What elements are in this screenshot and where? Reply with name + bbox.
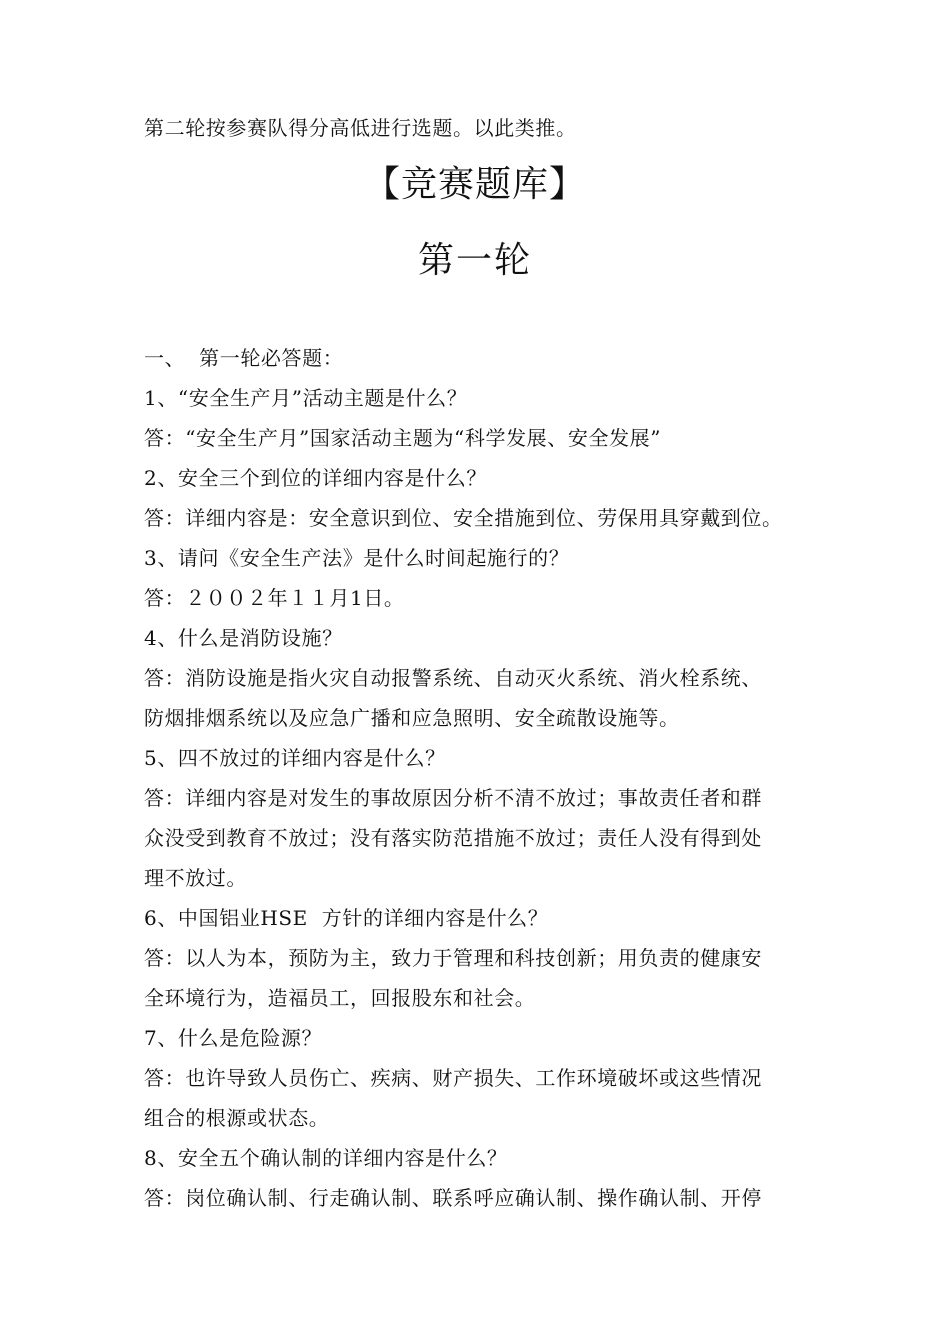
answer-6-line-2: 全环境行为，造福员工，回报股东和社会。 [144, 986, 536, 1010]
answer-6-line-1: 答：以人为本，预防为主，致力于管理和科技创新；用负责的健康安 [144, 946, 762, 970]
round-heading: 第一轮 [417, 240, 532, 281]
intro-text: 第二轮按参赛队得分高低进行选题。以此类推。 [144, 116, 577, 140]
document-title: 【竞赛题库】 [363, 164, 586, 205]
question-6: 6、中国铝业HSE 方针的详细内容是什么？ [144, 906, 549, 930]
answer-2: 答：详细内容是：安全意识到位、安全措施到位、劳保用具穿戴到位。 [144, 506, 783, 530]
answer-5-line-1: 答：详细内容是对发生的事故原因分析不清不放过；事故责任者和群 [144, 786, 762, 810]
question-5: 5、四不放过的详细内容是什么？ [144, 746, 446, 770]
question-3: 3、请问《安全生产法》是什么时间起施行的？ [144, 546, 570, 570]
answer-8-line-1: 答：岗位确认制、行走确认制、联系呼应确认制、操作确认制、开停 [144, 1186, 762, 1210]
answer-5-line-3: 理不放过。 [144, 866, 247, 890]
question-8: 8、安全五个确认制的详细内容是什么？ [144, 1146, 508, 1170]
answer-4-line-1: 答：消防设施是指火灾自动报警系统、自动灭火系统、消火栓系统、 [144, 666, 762, 690]
section-heading: 一、 第一轮必答题： [144, 346, 344, 370]
answer-7-line-1: 答：也许导致人员伤亡、疾病、财产损失、工作环境破坏或这些情况 [144, 1066, 762, 1090]
question-1: 1、“安全生产月”活动主题是什么？ [144, 386, 468, 410]
answer-7-line-2: 组合的根源或状态。 [144, 1106, 330, 1130]
answer-5-line-2: 众没受到教育不放过；没有落实防范措施不放过；责任人没有得到处 [144, 826, 762, 850]
question-2: 2、安全三个到位的详细内容是什么？ [144, 466, 487, 490]
answer-4-line-2: 防烟排烟系统以及应急广播和应急照明、安全疏散设施等。 [144, 706, 680, 730]
answer-1: 答：“安全生产月”国家活动主题为“科学发展、安全发展” [144, 426, 662, 450]
question-4: 4、什么是消防设施？ [144, 626, 343, 650]
question-7: 7、什么是危险源？ [144, 1026, 323, 1050]
answer-3: 答：２００２年１１月1日。 [144, 586, 405, 610]
